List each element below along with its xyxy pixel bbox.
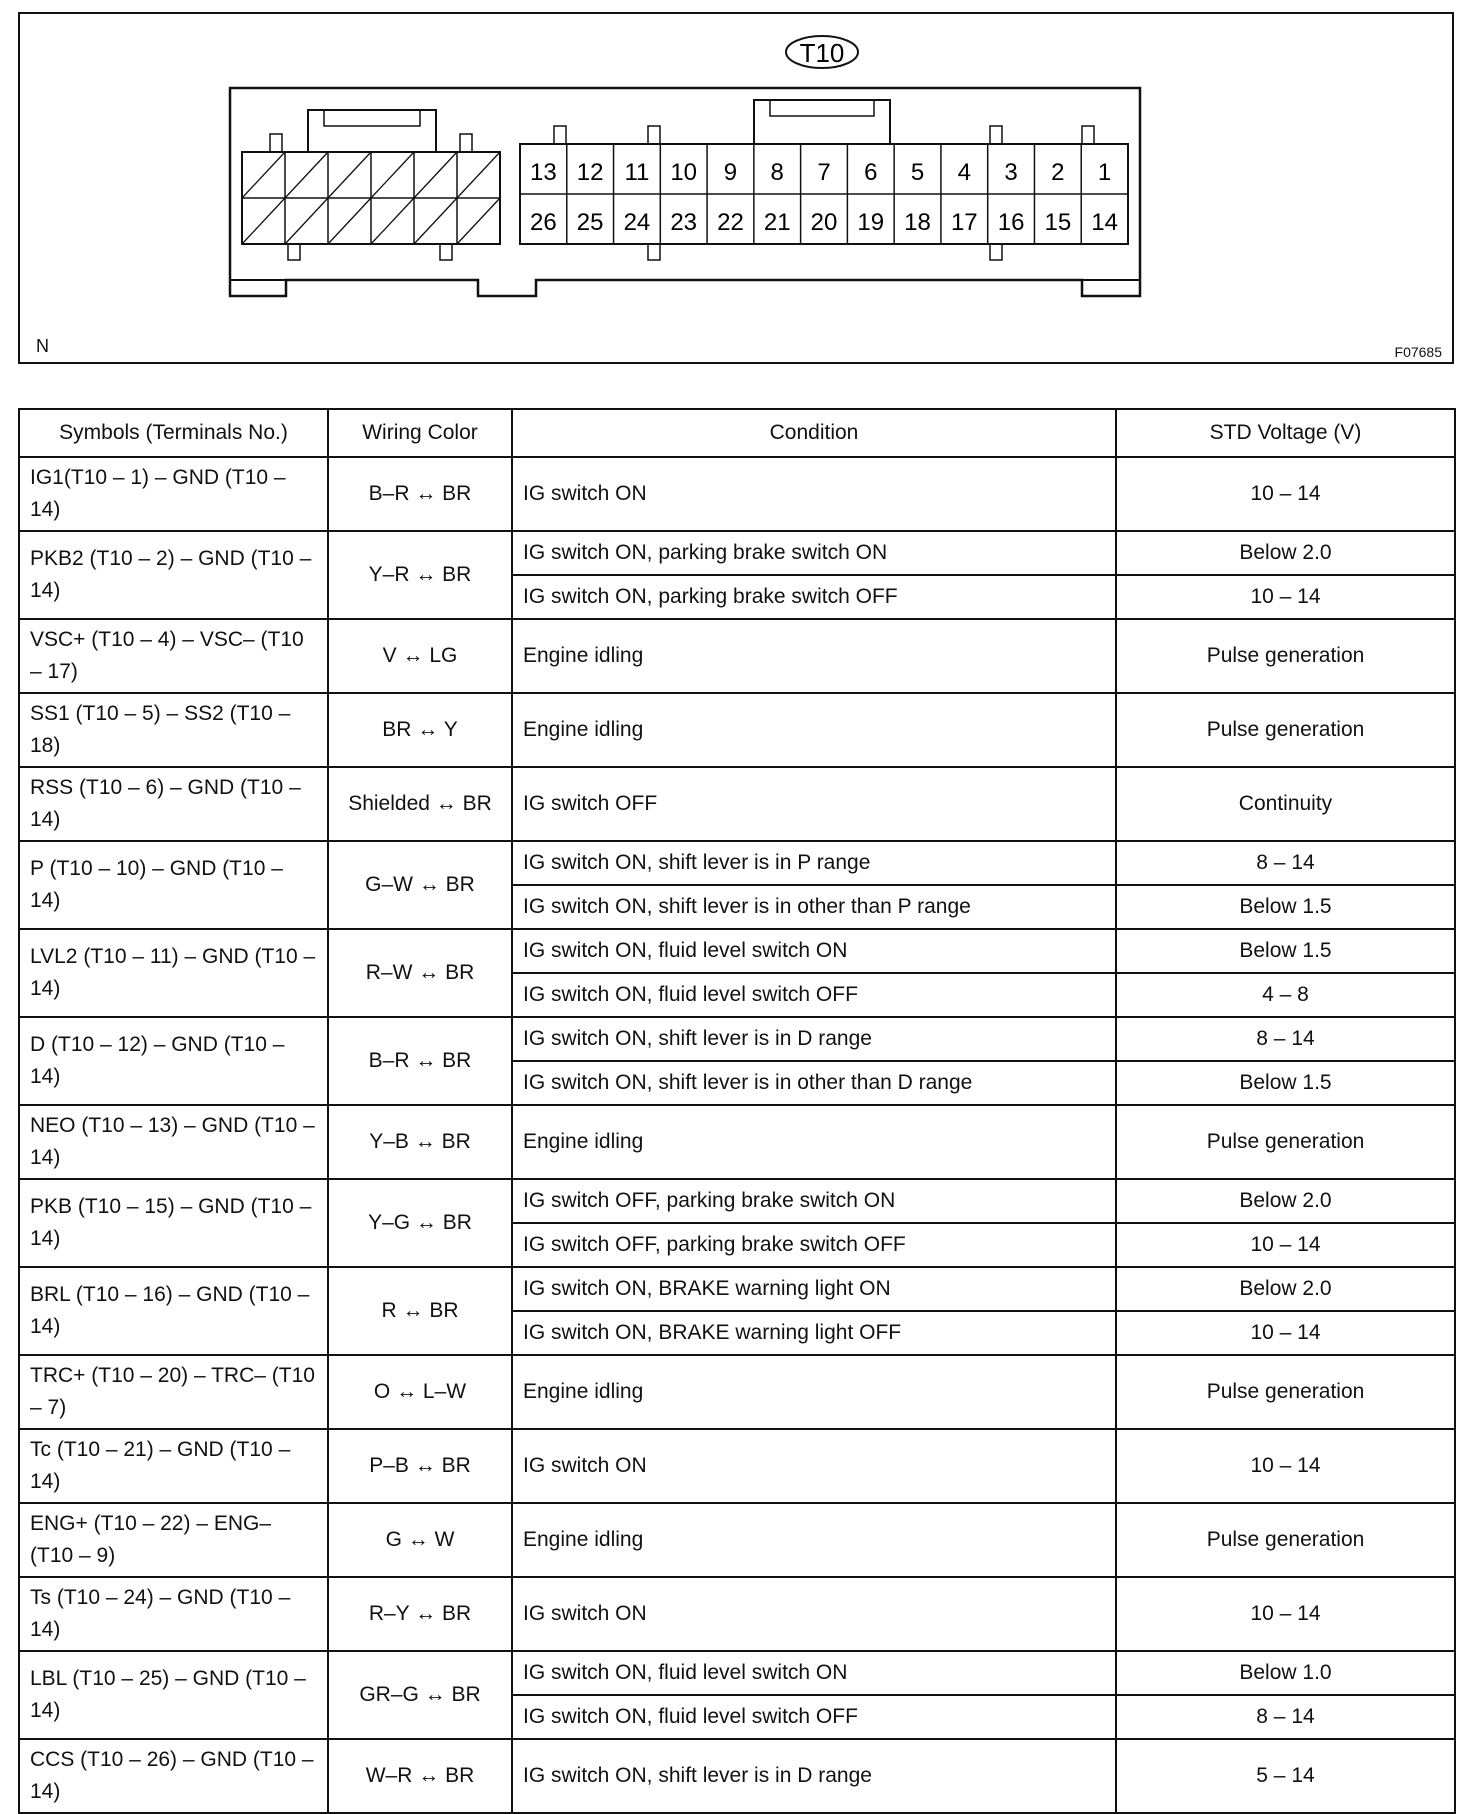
- terminal-symbol: TRC+ (T10 – 20) – TRC– (T10 – 7): [19, 1355, 328, 1429]
- table-row: [19, 929, 1455, 973]
- std-voltage: 10 – 14: [1116, 1311, 1455, 1355]
- terminal-symbol: LBL (T10 – 25) – GND (T10 – 14): [19, 1651, 328, 1739]
- table-row: [19, 1503, 1455, 1577]
- terminal-symbol: NEO (T10 – 13) – GND (T10 – 14): [19, 1105, 328, 1179]
- std-voltage: Below 1.0: [1116, 1651, 1455, 1695]
- condition: IG switch ON, shift lever is in P range: [512, 841, 1116, 885]
- connector-figure: [18, 12, 1454, 364]
- table-row: [19, 767, 1455, 841]
- pin-label-bottom: 23: [670, 209, 698, 236]
- wiring-color: W–R ↔ BR: [328, 1739, 512, 1813]
- wiring-color: G–W ↔ BR: [328, 841, 512, 929]
- std-voltage: Below 2.0: [1116, 1179, 1455, 1223]
- std-voltage: Below 1.5: [1116, 1061, 1455, 1105]
- table-row: [19, 1105, 1455, 1179]
- terminal-symbol: PKB2 (T10 – 2) – GND (T10 – 14): [19, 531, 328, 619]
- terminal-symbol: P (T10 – 10) – GND (T10 – 14): [19, 841, 328, 929]
- wiring-color: V ↔ LG: [328, 619, 512, 693]
- pin-label-bottom: 25: [576, 209, 604, 236]
- pin-label-top: 11: [624, 159, 650, 186]
- terminal-symbol: CCS (T10 – 26) – GND (T10 – 14): [19, 1739, 328, 1813]
- wiring-color: O ↔ L–W: [328, 1355, 512, 1429]
- connector-body: [230, 88, 1140, 296]
- terminal-symbol: PKB (T10 – 15) – GND (T10 – 14): [19, 1179, 328, 1267]
- std-voltage: 10 – 14: [1116, 1223, 1455, 1267]
- figure-id: F07685: [1394, 344, 1442, 360]
- std-voltage: Below 1.5: [1116, 929, 1455, 973]
- condition: IG switch ON, parking brake switch OFF: [512, 575, 1116, 619]
- condition: IG switch ON, parking brake switch ON: [512, 531, 1116, 575]
- wiring-color: Y–B ↔ BR: [328, 1105, 512, 1179]
- wiring-color: R–Y ↔ BR: [328, 1577, 512, 1651]
- pin-label-bottom: 19: [857, 209, 885, 236]
- terminal-symbol: LVL2 (T10 – 11) – GND (T10 – 14): [19, 929, 328, 1017]
- table-row: [19, 1017, 1455, 1061]
- wiring-color: P–B ↔ BR: [328, 1429, 512, 1503]
- table-row: [19, 1651, 1455, 1695]
- table-row: [19, 841, 1455, 885]
- condition: IG switch ON, fluid level switch OFF: [512, 973, 1116, 1017]
- header-std-voltage: STD Voltage (V): [1116, 409, 1455, 457]
- pin-label-top: 4: [957, 159, 971, 186]
- terminal-symbol: D (T10 – 12) – GND (T10 – 14): [19, 1017, 328, 1105]
- pin-label-top: 10: [670, 159, 698, 186]
- pin-label-bottom: 14: [1091, 209, 1118, 236]
- pin-label-top: 1: [1097, 159, 1112, 186]
- wiring-color: B–R ↔ BR: [328, 457, 512, 531]
- pin-label-bottom: 18: [904, 209, 931, 236]
- std-voltage: 8 – 14: [1116, 1695, 1455, 1739]
- terminal-symbol: SS1 (T10 – 5) – SS2 (T10 – 18): [19, 693, 328, 767]
- std-voltage: Continuity: [1116, 767, 1455, 841]
- wiring-color: G ↔ W: [328, 1503, 512, 1577]
- hatched-cavity-block: [242, 110, 500, 260]
- pin-label-top: 9: [723, 159, 738, 186]
- std-voltage: Pulse generation: [1116, 619, 1455, 693]
- table-header-row: [19, 409, 1455, 457]
- condition: IG switch ON, shift lever is in other than P range: [512, 885, 1116, 929]
- std-voltage: Below 2.0: [1116, 1267, 1455, 1311]
- condition: IG switch ON, shift lever is in other than D range: [512, 1061, 1116, 1105]
- std-voltage: 10 – 14: [1116, 457, 1455, 531]
- table-row: [19, 1577, 1455, 1651]
- table-row: [19, 1429, 1455, 1503]
- pin-label-top: 6: [864, 159, 878, 186]
- condition: Engine idling: [512, 693, 1116, 767]
- condition: IG switch ON, BRAKE warning light OFF: [512, 1311, 1116, 1355]
- pin-label-bottom: 24: [623, 209, 651, 236]
- pin-label-bottom: 22: [717, 209, 744, 236]
- pin-label-bottom: 16: [997, 209, 1025, 236]
- connector-label: T10: [799, 38, 845, 68]
- std-voltage: Pulse generation: [1116, 1355, 1455, 1429]
- header-wiring-color: Wiring Color: [328, 409, 512, 457]
- wiring-color: GR–G ↔ BR: [328, 1651, 512, 1739]
- pin-label-top: 8: [770, 159, 784, 186]
- condition: Engine idling: [512, 1503, 1116, 1577]
- terminal-symbol: VSC+ (T10 – 4) – VSC– (T10 – 17): [19, 619, 328, 693]
- pin-label-top: 13: [530, 159, 557, 186]
- pin-label-bottom: 15: [1044, 209, 1072, 236]
- table-row: [19, 1179, 1455, 1223]
- table-row: [19, 457, 1455, 531]
- condition: IG switch OFF, parking brake switch ON: [512, 1179, 1116, 1223]
- condition: IG switch OFF: [512, 767, 1116, 841]
- pin-label-bottom: 17: [950, 209, 978, 236]
- condition: IG switch ON, fluid level switch ON: [512, 1651, 1116, 1695]
- wiring-color: Shielded ↔ BR: [328, 767, 512, 841]
- pin-label-top: 5: [910, 159, 925, 186]
- terminal-symbol: IG1(T10 – 1) – GND (T10 – 14): [19, 457, 328, 531]
- condition: IG switch ON: [512, 1429, 1116, 1503]
- condition: IG switch OFF, parking brake switch OFF: [512, 1223, 1116, 1267]
- std-voltage: 10 – 14: [1116, 1429, 1455, 1503]
- condition: IG switch ON, shift lever is in D range: [512, 1739, 1116, 1813]
- condition: IG switch ON: [512, 1577, 1116, 1651]
- std-voltage: 8 – 14: [1116, 841, 1455, 885]
- terminal-symbol: Tc (T10 – 21) – GND (T10 – 14): [19, 1429, 328, 1503]
- wiring-color: Y–G ↔ BR: [328, 1179, 512, 1267]
- condition: Engine idling: [512, 1355, 1116, 1429]
- std-voltage: 5 – 14: [1116, 1739, 1455, 1813]
- terminal-symbol: ENG+ (T10 – 22) – ENG– (T10 – 9): [19, 1503, 328, 1577]
- std-voltage: Below 2.0: [1116, 531, 1455, 575]
- table-row: [19, 1355, 1455, 1429]
- table-row: [19, 619, 1455, 693]
- pin-label-bottom: 21: [763, 209, 791, 236]
- pin-label-bottom: 20: [810, 209, 838, 236]
- terminal-symbol: BRL (T10 – 16) – GND (T10 – 14): [19, 1267, 328, 1355]
- wiring-color: B–R ↔ BR: [328, 1017, 512, 1105]
- terminal-symbol: RSS (T10 – 6) – GND (T10 – 14): [19, 767, 328, 841]
- pin-label-top: 7: [817, 159, 831, 186]
- pin-label-top: 3: [1004, 159, 1018, 186]
- voltage-spec-table: [18, 408, 1456, 1814]
- header-symbols: Symbols (Terminals No.): [19, 409, 328, 457]
- corner-label: N: [36, 336, 49, 356]
- header-condition: Condition: [512, 409, 1116, 457]
- wiring-color: BR ↔ Y: [328, 693, 512, 767]
- std-voltage: 4 – 8: [1116, 973, 1455, 1017]
- condition: Engine idling: [512, 619, 1116, 693]
- std-voltage: 10 – 14: [1116, 1577, 1455, 1651]
- wiring-color: Y–R ↔ BR: [328, 531, 512, 619]
- std-voltage: Pulse generation: [1116, 1503, 1455, 1577]
- condition: IG switch ON: [512, 457, 1116, 531]
- condition: IG switch ON, BRAKE warning light ON: [512, 1267, 1116, 1311]
- std-voltage: 10 – 14: [1116, 575, 1455, 619]
- pin-label-top: 12: [576, 159, 604, 186]
- table-row: [19, 531, 1455, 575]
- std-voltage: Pulse generation: [1116, 693, 1455, 767]
- condition: IG switch ON, fluid level switch OFF: [512, 1695, 1116, 1739]
- pin-label-top: 2: [1051, 159, 1065, 186]
- pin-label-bottom: 26: [530, 209, 557, 236]
- wiring-color: R ↔ BR: [328, 1267, 512, 1355]
- table-row: [19, 1739, 1455, 1813]
- wiring-color: R–W ↔ BR: [328, 929, 512, 1017]
- std-voltage: Below 1.5: [1116, 885, 1455, 929]
- terminal-symbol: Ts (T10 – 24) – GND (T10 – 14): [19, 1577, 328, 1651]
- std-voltage: 8 – 14: [1116, 1017, 1455, 1061]
- table-row: [19, 693, 1455, 767]
- condition: Engine idling: [512, 1105, 1116, 1179]
- condition: IG switch ON, shift lever is in D range: [512, 1017, 1116, 1061]
- condition: IG switch ON, fluid level switch ON: [512, 929, 1116, 973]
- connector-diagram: [20, 14, 1452, 362]
- table-row: [19, 1267, 1455, 1311]
- std-voltage: Pulse generation: [1116, 1105, 1455, 1179]
